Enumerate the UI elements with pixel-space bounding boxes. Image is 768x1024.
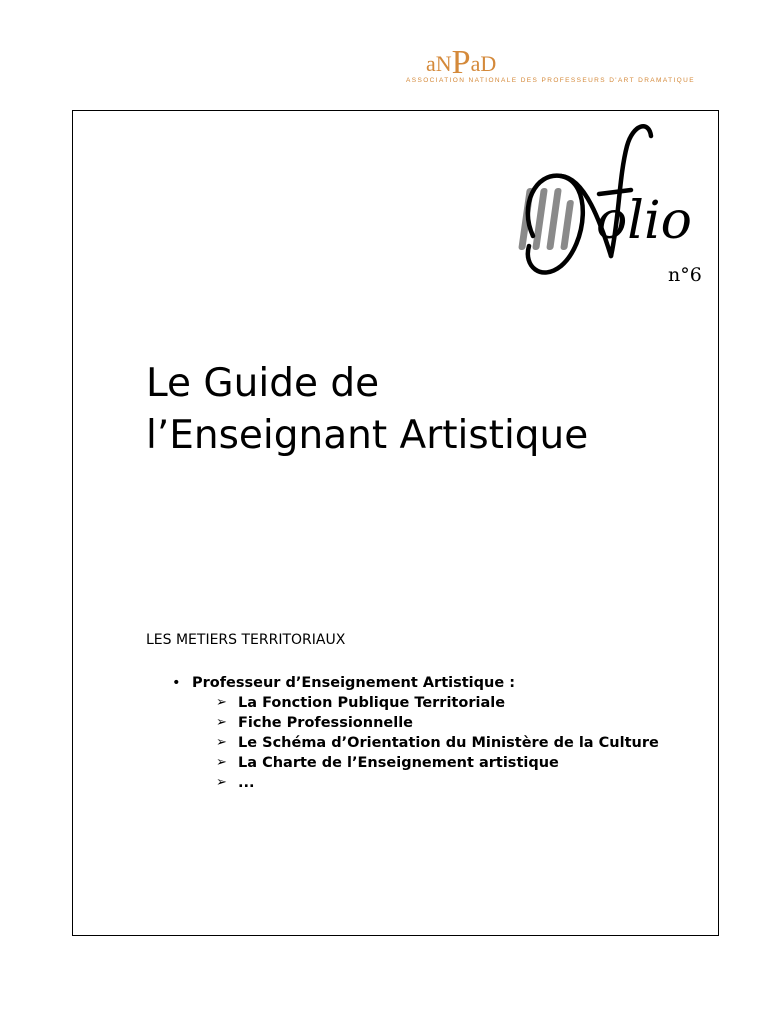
infolio-logo-text: olio xyxy=(596,191,692,251)
sub-list-item-label: La Fonction Publique Territoriale xyxy=(238,695,506,711)
title-line-1: Le Guide de xyxy=(146,361,380,406)
list-item-label: Professeur d’Enseignement Artistique : xyxy=(192,675,516,691)
anpad-wordmark: aNPaD xyxy=(426,44,497,81)
sub-list-item-label: La Charte de l’Enseignement artistique xyxy=(238,755,559,771)
sub-list-item xyxy=(216,713,659,733)
title-line-2: l’Enseignant Artistique xyxy=(146,413,589,458)
sub-list-item xyxy=(216,733,659,753)
sub-list-item xyxy=(216,693,659,713)
sub-list-item-label: ... xyxy=(238,775,255,791)
anpad-tagline: ASSOCIATION NATIONALE DES PROFESSEURS D'ART DRAMATIQUE xyxy=(406,77,695,84)
arrow-bullet-icon: ➢ xyxy=(216,695,227,710)
document-title xyxy=(146,358,588,462)
sub-list xyxy=(192,693,659,793)
arrow-bullet-icon: ➢ xyxy=(216,735,227,750)
list-item xyxy=(172,673,659,793)
sub-list-item-label: Le Schéma d’Orientation du Ministère de la Culture xyxy=(238,735,659,751)
anpad-logo xyxy=(400,44,710,92)
sub-list-item-label: Fiche Professionnelle xyxy=(238,715,414,731)
section-heading: LES METIERS TERRITORIAUX xyxy=(146,632,346,648)
issue-number: n°6 xyxy=(668,264,702,286)
arrow-bullet-icon: ➢ xyxy=(216,715,227,730)
arrow-bullet-icon: ➢ xyxy=(216,755,227,770)
sub-list-item xyxy=(216,773,659,793)
bullet-icon: • xyxy=(172,675,181,691)
arrow-bullet-icon: ➢ xyxy=(216,775,227,790)
sub-list-item xyxy=(216,753,659,773)
contents-list xyxy=(172,673,659,793)
